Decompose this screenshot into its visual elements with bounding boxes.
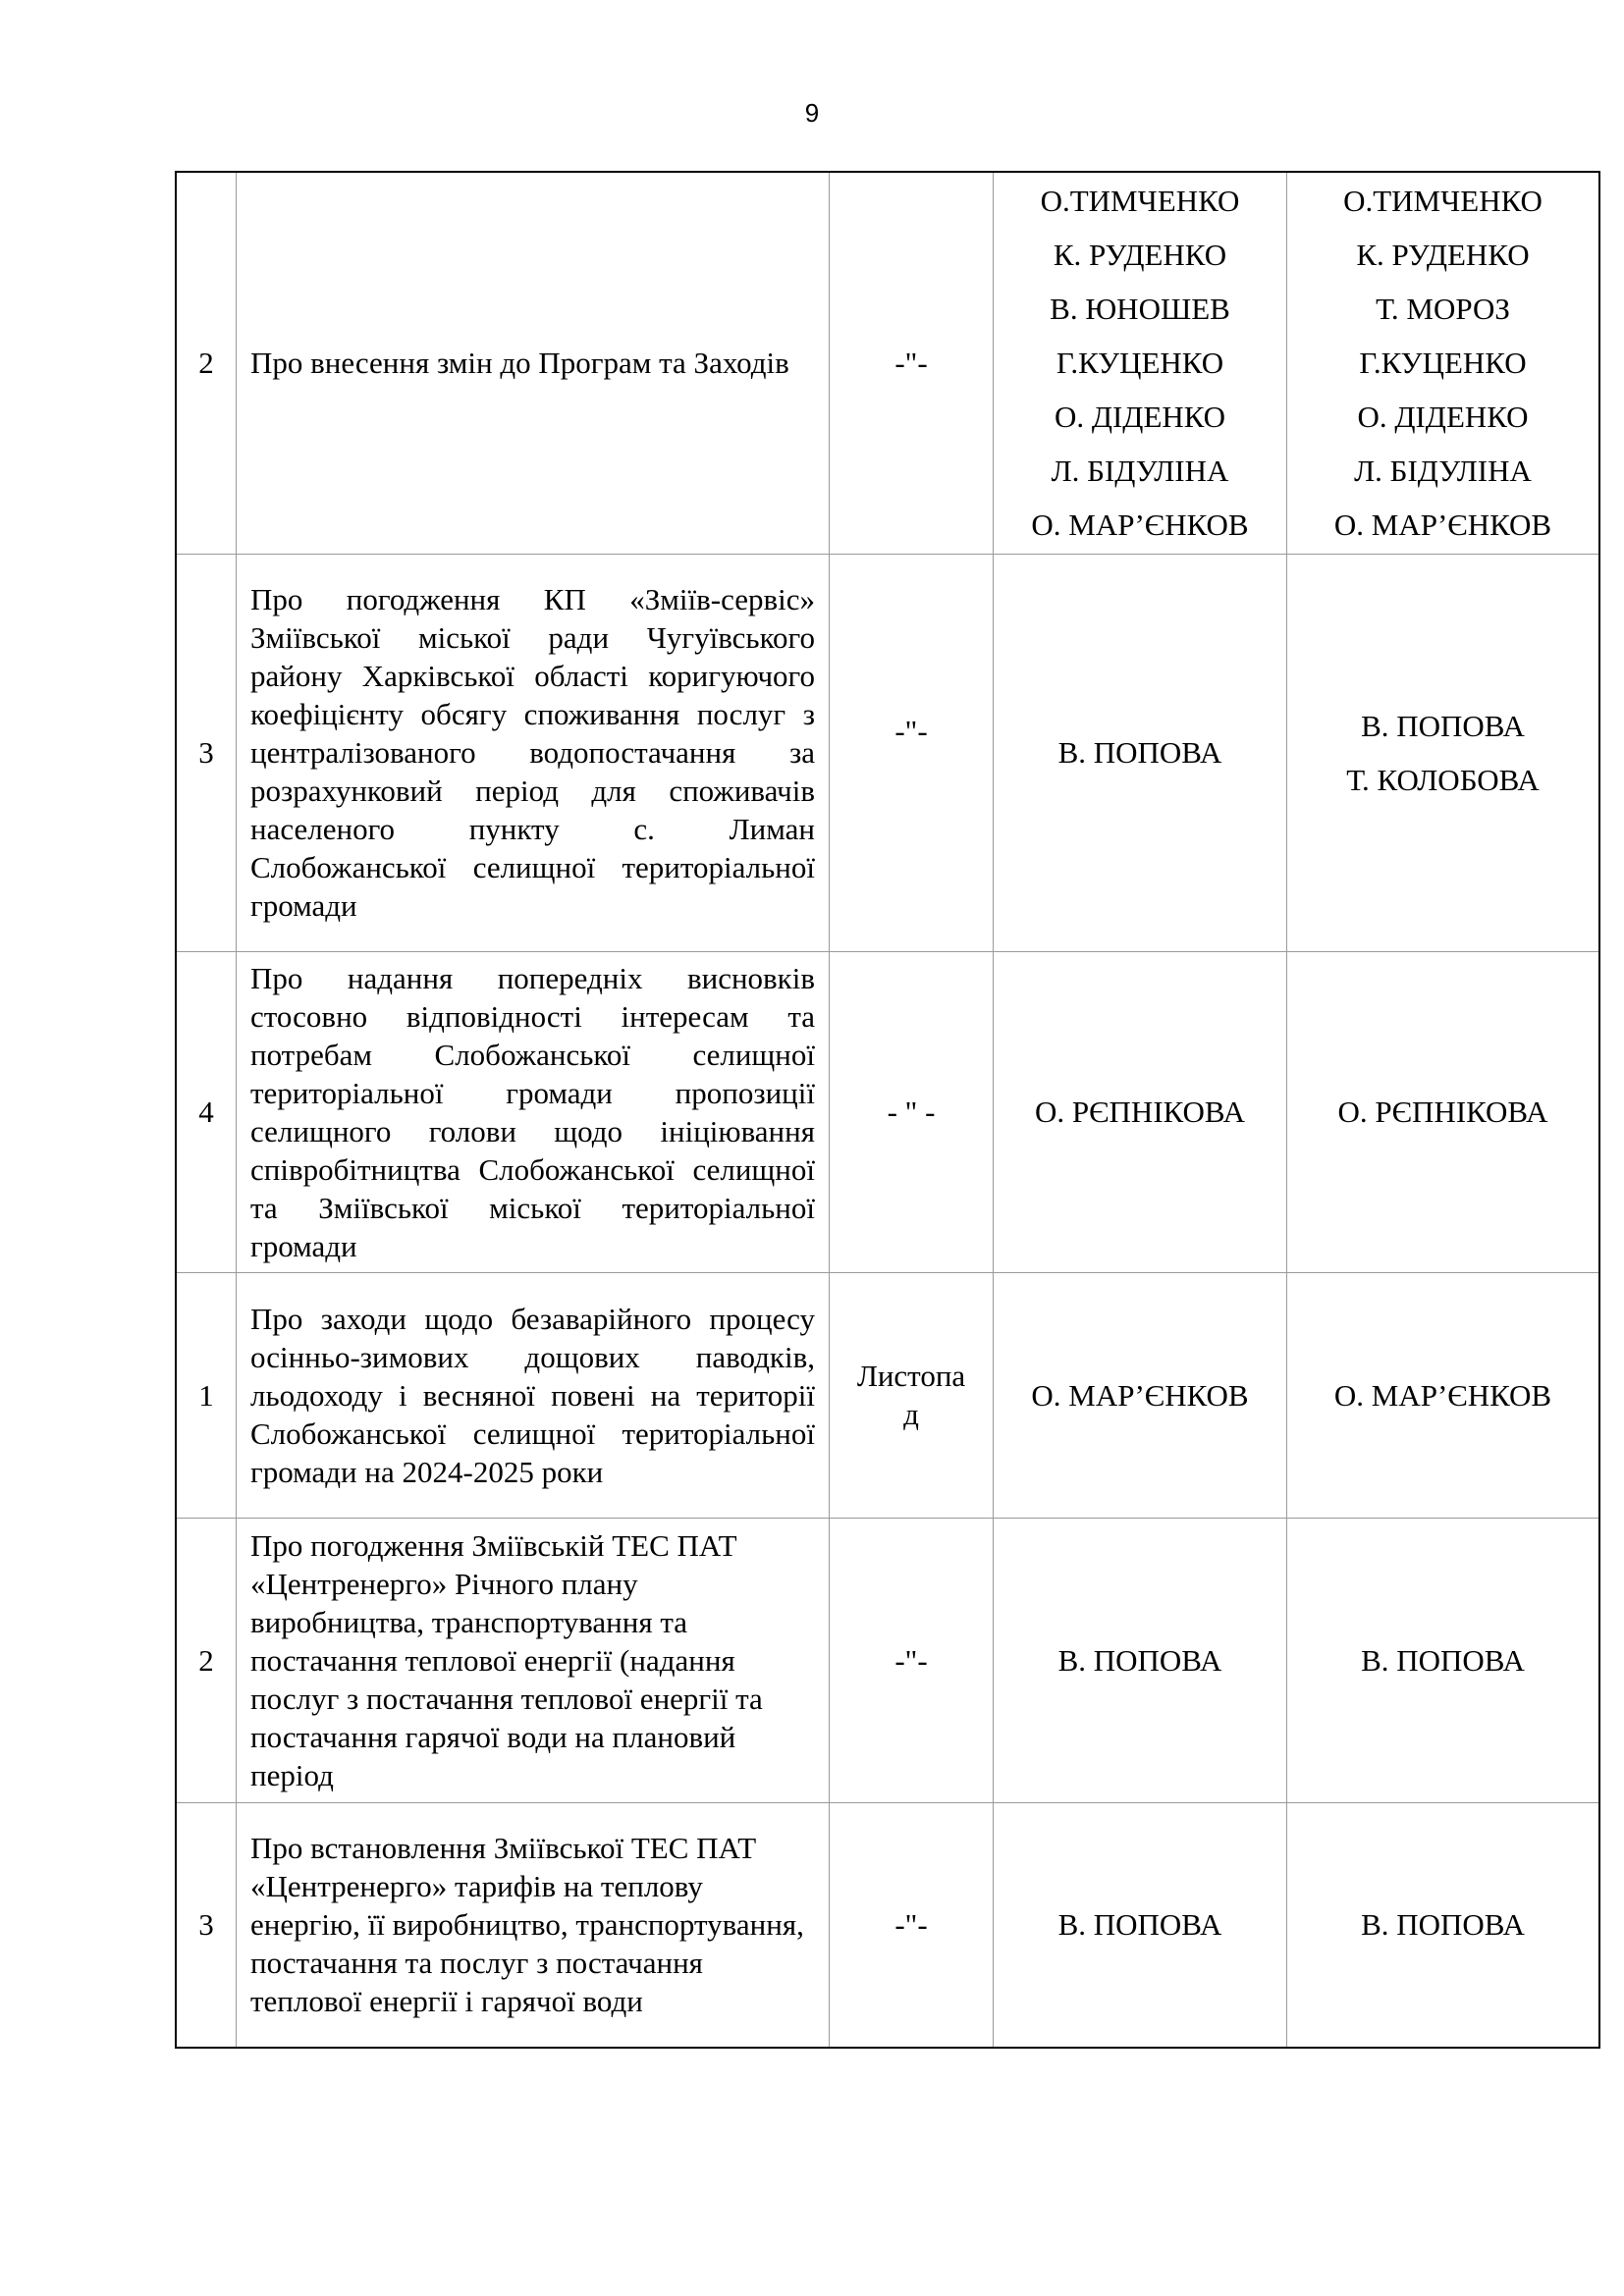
- row-title: Про внесення змін до Програм та Заходів: [237, 172, 830, 554]
- row-responsible: [1287, 172, 1600, 554]
- person-name: О. МАР’ЄНКОВ: [1031, 1377, 1249, 1413]
- row-number: 3: [176, 1802, 237, 2048]
- row-title: Про заходи щодо безаварійного процесу осінньо-зимових дощових паводків, льодоходу і весняної повені на території Слобожанської селищної територіальної громади на 2024-2025 роки: [237, 1272, 830, 1518]
- row-title: Про погодження КП «Зміїв-сервіс» Зміївської міської ради Чугуївського району Харківської області коригуючого коефіцієнту обсягу споживання послуг з централізованого водопостачання за розрахунковий період для споживачів населеного пункту с. Лиман Слобожанської селищної територіальної громади: [237, 554, 830, 951]
- row-number: 3: [176, 554, 237, 951]
- person-name: О. МАР’ЄНКОВ: [1031, 507, 1249, 543]
- row-responsible: [1287, 951, 1600, 1272]
- row-title: Про погодження Зміївській ТЕС ПАТ «Центренерго» Річного плану виробництва, транспортування та постачання теплової енергії (надання послуг з постачання теплової енергії та постачання гарячої води на плановий період: [237, 1518, 830, 1802]
- person-name: О. МАР’ЄНКОВ: [1333, 1377, 1552, 1413]
- person-name: О. ДІДЕНКО: [1357, 400, 1529, 435]
- row-prepared-by: [994, 1802, 1287, 2048]
- row-prepared-by: [994, 1272, 1287, 1518]
- person-name: В. ЮНОШЕВ: [1050, 292, 1230, 327]
- row-number: 4: [176, 951, 237, 1272]
- person-name: Г.КУЦЕНКО: [1359, 346, 1527, 381]
- row-responsible: [1287, 1272, 1600, 1518]
- table-row: [176, 1518, 1599, 1802]
- page-number: 9: [804, 98, 820, 128]
- row-number: 1: [176, 1272, 237, 1518]
- row-title: Про надання попередніх висновків стосовно відповідності інтересам та потребам Слобожанської селищної територіальної громади пропозиції селищного голови щодо ініціювання співробітництва Слобожанської селищної та Зміївської міської територіальної громади: [237, 951, 830, 1272]
- person-name: Т. МОРОЗ: [1376, 292, 1510, 327]
- row-prepared-by: [994, 951, 1287, 1272]
- row-term: -"-: [830, 172, 994, 554]
- person-name: Г.КУЦЕНКО: [1056, 346, 1224, 381]
- term-line: д: [903, 1397, 919, 1431]
- person-name: В. ПОПОВА: [1057, 1642, 1222, 1678]
- row-term: [830, 1272, 994, 1518]
- person-name: В. ПОПОВА: [1361, 708, 1525, 743]
- row-title: Про встановлення Зміївської ТЕС ПАТ «Центренерго» тарифів на теплову енергію, її виробництво, транспортування, постачання та послуг з постачання теплової енергії і гарячої води: [237, 1802, 830, 2048]
- person-name: К. РУДЕНКО: [1356, 238, 1530, 273]
- person-name: О. РЄПНІКОВА: [1337, 1095, 1548, 1129]
- table-row: [176, 172, 1599, 554]
- table-row: [176, 1272, 1599, 1518]
- person-name: В. ПОПОВА: [1057, 1907, 1222, 1943]
- person-name: О.ТИМЧЕНКО: [1040, 184, 1240, 219]
- person-name: О. ДІДЕНКО: [1054, 400, 1226, 435]
- person-name: О.ТИМЧЕНКО: [1343, 184, 1543, 219]
- row-term: -"-: [830, 1802, 994, 2048]
- row-responsible: [1287, 1802, 1600, 2048]
- row-prepared-by: [994, 1518, 1287, 1802]
- row-number: 2: [176, 172, 237, 554]
- row-responsible: [1287, 1518, 1600, 1802]
- row-term: -"-: [830, 1518, 994, 1802]
- person-name: Л. БІДУЛІНА: [1354, 454, 1532, 489]
- person-name: В. ПОПОВА: [1057, 735, 1222, 770]
- term-line: Листопа: [856, 1359, 966, 1393]
- person-name: К. РУДЕНКО: [1053, 238, 1227, 273]
- row-term: - " -: [830, 951, 994, 1272]
- table-row: [176, 951, 1599, 1272]
- row-responsible: [1287, 554, 1600, 951]
- row-prepared-by: [994, 172, 1287, 554]
- person-name: Л. БІДУЛІНА: [1051, 454, 1229, 489]
- person-name: Т. КОЛОБОВА: [1346, 762, 1540, 797]
- row-term: -"-: [830, 554, 994, 951]
- row-prepared-by: [994, 554, 1287, 951]
- person-name: В. ПОПОВА: [1361, 1642, 1525, 1678]
- table-row: [176, 554, 1599, 951]
- table-row: [176, 1802, 1599, 2048]
- person-name: В. ПОПОВА: [1361, 1907, 1525, 1943]
- person-name: О. РЄПНІКОВА: [1034, 1095, 1246, 1129]
- person-name: О. МАР’ЄНКОВ: [1333, 507, 1552, 543]
- row-number: 2: [176, 1518, 237, 1802]
- plan-table: [175, 171, 1600, 2049]
